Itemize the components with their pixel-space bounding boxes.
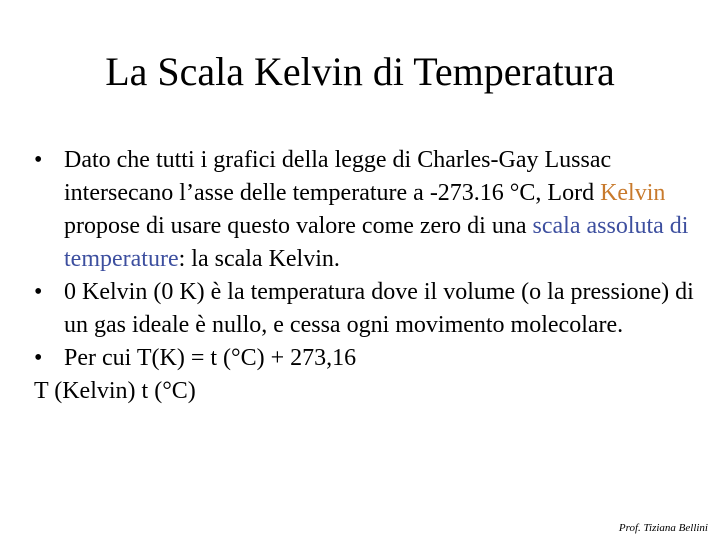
kelvin-highlight-link[interactable]: Kelvin <box>600 180 666 206</box>
conversion-line: T (Kelvin) t (°C) <box>34 378 196 404</box>
bullet-item-formula <box>34 342 694 375</box>
bullet-item-kelvin-definition <box>34 144 694 276</box>
bullet-text-part-1: Dato che tutti i grafici della legge di Charles-Gay Lussac intersecano l’asse delle temperature a -273.16 °C, Lord <box>64 147 612 206</box>
bullet-text: Per cui T(K) = t (°C) + 273,16 <box>64 345 357 371</box>
bullet-text-part-3: : la scala Kelvin. <box>178 246 340 272</box>
bullet-text-part-2: propose di usare questo valore come zero di una <box>64 213 533 239</box>
bullet-text: 0 Kelvin (0 K) è la temperatura dove il volume (o la pressione) di un gas ideale è nullo, e cessa ogni movimento molecolare. <box>64 279 694 338</box>
absolute-scale-highlight-link[interactable]: scala assoluta di temperature <box>64 213 689 272</box>
slide-body <box>34 144 694 408</box>
author-footer: Prof. Tiziana Bellini <box>618 522 708 534</box>
bullet-dot: • <box>34 147 43 173</box>
bullet-item-zero-kelvin <box>34 276 694 342</box>
bullet-dot: • <box>34 279 43 305</box>
slide-title: La Scala Kelvin di Temperatura <box>105 49 615 94</box>
bullet-dot: • <box>34 345 43 371</box>
